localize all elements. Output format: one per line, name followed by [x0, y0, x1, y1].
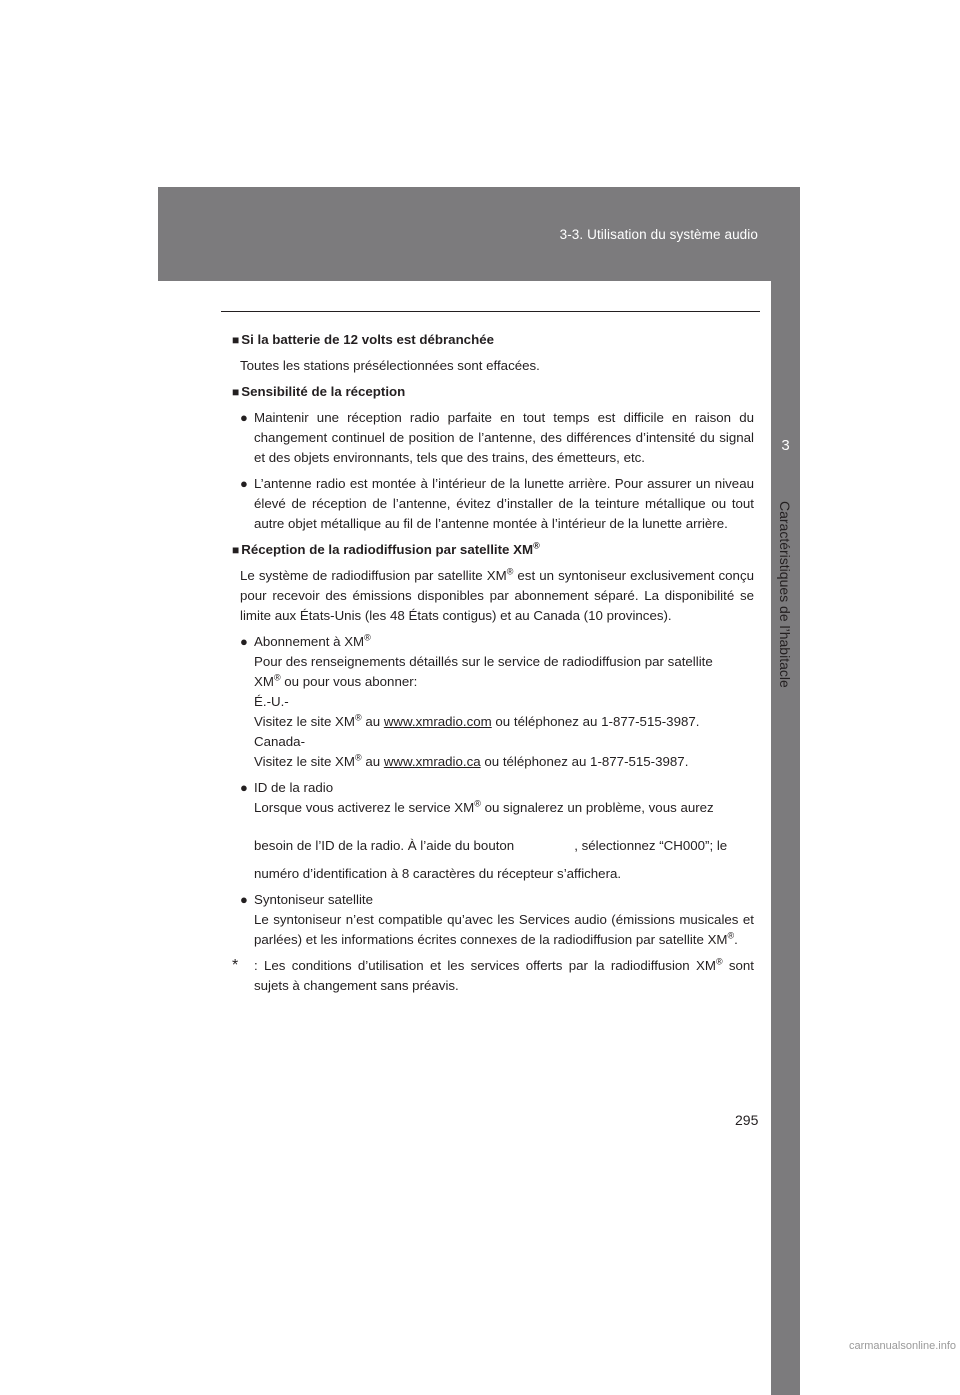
- bullet-icon: ●: [240, 780, 248, 795]
- xmradio-com-link[interactable]: www.xmradio.com: [383, 714, 492, 729]
- section-title: 3-3. Utilisation du système audio: [559, 227, 758, 242]
- footnote-marker: *: [232, 957, 239, 974]
- sensitivity-bullet-1-text: Maintenir une réception radio parfaite en tout temps est difficile en raison du changement continuel de position de l’antenne, des différences d’intensité du signal et des objets environnants, tels que des trains, des émetteurs, etc.: [254, 410, 754, 465]
- sensitivity-bullet-2-text: L’antenne radio est montée à l’intérieur de la lunette arrière. Pour assurer un niveau élevé de réception de l’antenne, évitez d’installer de la teinture métallique ou tout autre objet métallique au fil de l’antenne montée à l’intérieur de la lunette arrière.: [254, 476, 754, 531]
- radio-id-bullet: [240, 778, 754, 884]
- chapter-side-tab: [771, 281, 800, 1395]
- square-marker-icon: ■: [232, 385, 240, 399]
- square-marker-icon: ■: [232, 543, 240, 557]
- heading-satellite: [232, 540, 754, 560]
- subscription-bullet: [240, 632, 754, 772]
- page-content: [232, 330, 754, 996]
- chapter-number: 3: [781, 437, 790, 454]
- xmradio-ca-link[interactable]: www.xmradio.ca: [383, 754, 481, 769]
- page-number: 295: [735, 1112, 759, 1128]
- battery-text: Toutes les stations présélectionnées sont effacées.: [240, 358, 540, 373]
- bullet-icon: ●: [240, 476, 248, 491]
- watermark: carmanualsonline.info: [848, 1340, 956, 1352]
- tuner-text: Syntoniseur satellite Le syntoniseur n’est compatible qu’avec les Services audio (émissions musicales et parlées) et les informations écrites connexes de la radiodiffusion par satellite XM®.: [254, 892, 754, 947]
- satellite-intro: Le système de radiodiffusion par satellite XM® est un syntoniseur exclusivement conçu pour recevoir des émissions disponibles par abonnement séparé. La disponibilité se limite aux États-Unis (les 48 États contigus) et au Canada (10 provinces).: [240, 566, 754, 623]
- heading-battery: [232, 330, 754, 350]
- top-rule: [221, 311, 760, 312]
- registered-mark: ®: [533, 540, 540, 551]
- sensitivity-bullet-2: [240, 474, 754, 534]
- registered-mark: ®: [506, 566, 514, 577]
- bullet-icon: ●: [240, 410, 248, 425]
- footnote: [232, 956, 754, 996]
- bullet-icon: ●: [240, 892, 248, 907]
- subscription-text: Abonnement à XM® Pour des renseignements détaillés sur le service de radiodiffusion par satellite XM® ou pour vous abonner: É.-U.- Visitez le site XM® au www.xmradio.com ou téléphonez au 1-877-515-3987. Canada- Visitez le site XM® au www.xmradio.ca ou téléphonez au 1-877-515-3987.: [254, 632, 713, 769]
- sensitivity-bullet-1: [240, 408, 754, 468]
- footnote-text: : Les conditions d’utilisation et les services offerts par la radiodiffusion XM® sont sujets à changement sans préavis.: [254, 956, 755, 993]
- square-marker-icon: ■: [232, 333, 240, 347]
- tuner-bullet: [240, 890, 754, 950]
- radio-id-text: ID de la radio Lorsque vous activerez le service XM® ou signalerez un problème, vous aurez besoin de l’ID de la radio. À l’aide du bouton , sélectionnez “CH000”; le numéro d’identification à 8 caractères du récepteur s’affichera.: [254, 780, 728, 881]
- header-band: [158, 187, 800, 281]
- bullet-icon: ●: [240, 634, 248, 649]
- heading-battery-text: Si la batterie de 12 volts est débranchée: [241, 332, 494, 347]
- chapter-title: Caractéristiques de l’habitacle: [777, 501, 793, 688]
- heading-sensitivity-text: Sensibilité de la réception: [241, 384, 406, 399]
- heading-sensitivity: [232, 382, 754, 402]
- heading-satellite-text: Réception de la radiodiffusion par satellite XM®: [241, 540, 540, 557]
